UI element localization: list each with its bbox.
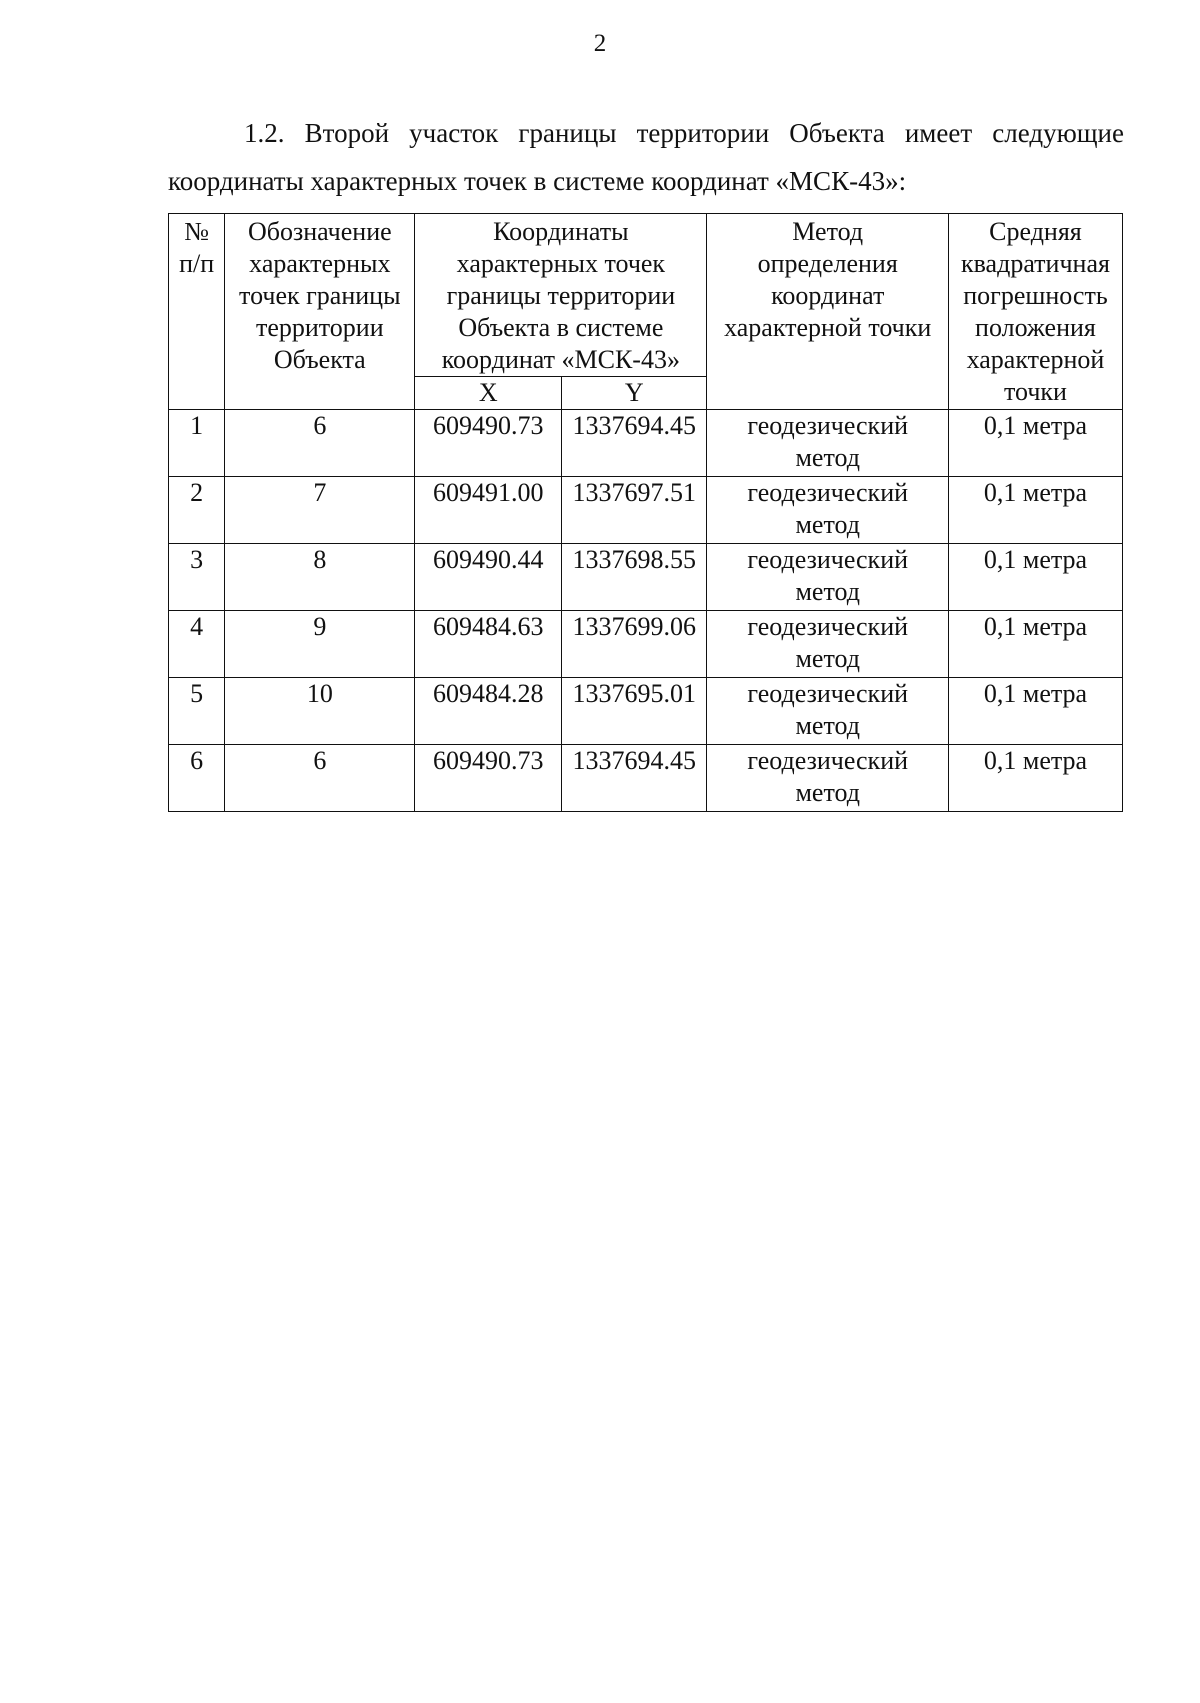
cell-num: 4 [169,611,225,678]
cell-point: 7 [225,477,415,544]
table-row [169,611,1123,678]
table-header [169,214,1123,410]
header-point-line: точек границы [239,281,401,310]
header-point-line: Объекта [273,345,366,374]
header-method-line: Метод [792,217,864,246]
header-error-line: квадратичная [960,249,1110,278]
cell-error: 0,1 метра [948,745,1122,812]
header-error-line: точки [1003,377,1067,406]
table-body [169,410,1123,812]
cell-error: 0,1 метра [948,678,1122,745]
header-row [169,214,1123,377]
cell-num: 5 [169,678,225,745]
header-point-line: характерных [249,249,391,278]
cell-num: 2 [169,477,225,544]
cell-x: 609491.00 [415,477,562,544]
table-row [169,745,1123,812]
table-row [169,410,1123,477]
cell-method-line: метод [795,443,860,472]
header-coordinates-line: Объекта в системе [458,313,664,342]
table-row [169,477,1123,544]
cell-x: 609484.28 [415,678,562,745]
header-method-line: координат [771,281,885,310]
header-error-line: погрешность [963,281,1108,310]
cell-method-line: геодезический [747,612,909,641]
cell-method-line: метод [795,577,860,606]
header-method-line: определения [757,249,898,278]
coordinates-table [168,213,1123,812]
header-point-line: территории [255,313,384,342]
header-coordinates-line: характерных точек [456,249,666,278]
cell-method-line: геодезический [747,545,909,574]
cell-x: 609490.44 [415,544,562,611]
cell-y: 1337698.55 [562,544,707,611]
cell-error: 0,1 метра [948,544,1122,611]
cell-point: 10 [225,678,415,745]
cell-x: 609490.73 [415,745,562,812]
header-coordinates-line: Координаты [493,217,629,246]
cell-x: 609490.73 [415,410,562,477]
cell-y: 1337695.01 [562,678,707,745]
header-error-line: характерной [966,345,1105,374]
header-coordinates [415,214,707,377]
header-num [169,214,225,410]
cell-method-line: геодезический [747,411,909,440]
cell-y: 1337699.06 [562,611,707,678]
header-coordinates-line: координат «МСК-43» [441,345,680,374]
page-number: 2 [593,30,607,57]
cell-error: 0,1 метра [948,477,1122,544]
intro-paragraph-line-1: 1.2. Второй участок границы территории Объекта имеет следующие [244,118,1124,148]
header-coordinates-line: границы территории [446,281,676,310]
cell-point: 6 [225,410,415,477]
table-row [169,678,1123,745]
cell-error: 0,1 метра [948,611,1122,678]
header-point-line: Обозначение [247,217,392,246]
header-x: X [415,377,562,410]
cell-num: 1 [169,410,225,477]
cell-y: 1337694.45 [562,410,707,477]
header-num-line: п/п [179,249,215,278]
cell-method [707,410,948,477]
header-point [225,214,415,410]
cell-error: 0,1 метра [948,410,1122,477]
cell-method [707,745,948,812]
header-error [948,214,1122,410]
cell-method [707,611,948,678]
cell-point: 6 [225,745,415,812]
cell-method-line: метод [795,510,860,539]
cell-method [707,544,948,611]
cell-point: 8 [225,544,415,611]
cell-method-line: геодезический [747,746,909,775]
cell-method-line: метод [795,778,860,807]
cell-method-line: метод [795,711,860,740]
header-error-line: положения [975,313,1096,342]
cell-method-line: метод [795,644,860,673]
cell-method [707,477,948,544]
cell-y: 1337694.45 [562,745,707,812]
cell-num: 6 [169,745,225,812]
cell-method-line: геодезический [747,478,909,507]
header-method-line: характерной точки [724,313,932,342]
header-error-line: Средняя [989,217,1082,246]
table-row [169,544,1123,611]
cell-point: 9 [225,611,415,678]
header-y: Y [562,377,707,410]
header-method [707,214,948,410]
cell-x: 609484.63 [415,611,562,678]
cell-num: 3 [169,544,225,611]
cell-method [707,678,948,745]
header-num-line: № [184,217,210,246]
intro-paragraph-line-2: координаты характерных точек в системе координат «МСК-43»: [168,166,907,196]
cell-y: 1337697.51 [562,477,707,544]
cell-method-line: геодезический [747,679,909,708]
